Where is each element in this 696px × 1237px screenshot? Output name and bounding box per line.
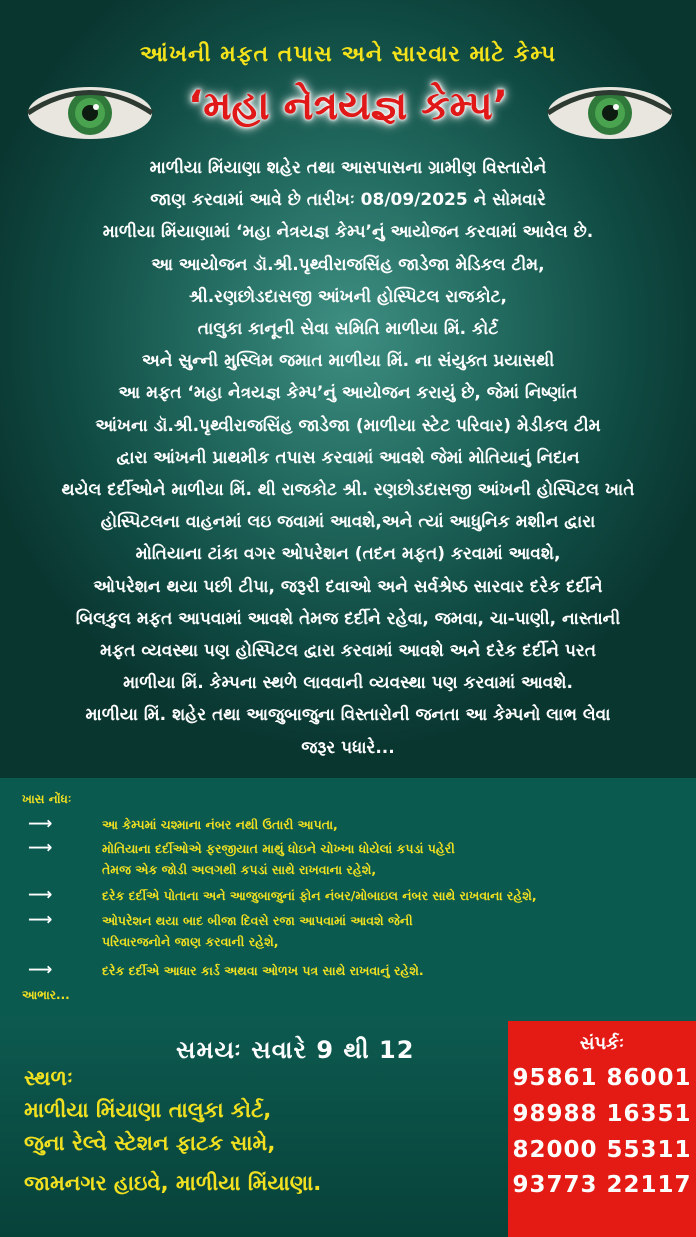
body-line: મોતિયાના ટાંકા વગર ઓપરેશન (તદન મફત) કરવામાં આવશે,	[135, 544, 561, 565]
body-line: આ આયોજન ડૉ.શ્રી.પૃથ્વીરાજસિંહ જાડેજા મેડિકલ ટીમ,	[151, 254, 545, 275]
eye-icon-right	[546, 82, 674, 144]
body-line: શ્રી.રણછોડદાસજી આંખની હોસ્પિટલ રાજકોટ,	[188, 286, 507, 307]
arrow-icon: ⟶	[28, 838, 53, 858]
body-line: તાલુકા કાનૂની સેવા સમિતિ માળીયા મિં. કોર્ટ	[197, 319, 499, 340]
venue-line: જામનગર હાઇવે, માળીયા મિંયાણા.	[24, 1171, 322, 1195]
body-line: બિલકુલ મફત આપવામાં આવશે તેમજ દર્દીને રહેવા, જમવા, ચા-પાણી, નાસ્તાની	[75, 608, 621, 629]
body-line: દ્વારા આંખની પ્રાથમીક તપાસ કરવામાં આવશે જેમાં મોતિયાનું નિદાન	[116, 447, 580, 468]
arrow-icon: ⟶	[28, 814, 53, 834]
note-item-continued: તેમજ એક જોડી અલગથી કપડાં સાથે રાખવાના રહેશે,	[102, 862, 377, 877]
arrow-icon: ⟶	[28, 960, 53, 980]
phone-number[interactable]: 93773 22117	[512, 1172, 692, 1198]
phone-number[interactable]: 98988 16351	[512, 1101, 692, 1127]
body-line: હોસ્પિટલના વાહનમાં લઇ જવામાં આવશે,અને ત્યાં આધુનિક મશીન દ્વારા	[100, 512, 596, 533]
thanks-text: આભાર...	[22, 988, 70, 1002]
note-item: ⟶ ઓપરેશન થયા બાદ બીજા દિવસે રજા આપવામાં આવશે જેની	[28, 910, 413, 930]
body-line: જાણ કરવામાં આવે છે તારીખઃ 08/09/2025 ને સોમવારે	[150, 190, 546, 211]
venue-line: જુના રેલ્વે સ્ટેશન ફાટક સામે,	[24, 1131, 276, 1155]
subtitle: આંખની મફત તપાસ અને સારવાર માટે કેમ્પ	[139, 42, 557, 67]
phone-number[interactable]: 95861 86001	[512, 1065, 692, 1091]
venue-label: સ્થળઃ	[24, 1066, 73, 1090]
note-item: ⟶ મોતિયાના દર્દીઓએ ફરજીયાત માથું ધોઇને ચોખ્ખા ધોયેલાં કપડાં પહેરી	[28, 838, 455, 858]
eye-icon-left	[26, 82, 154, 144]
body-line: આ મફત ‘મહા નેત્રયજ્ઞ કેમ્પ’નું આયોજન કરાયું છે, જેમાં નિષ્ણાંત	[118, 383, 578, 404]
page-title: ‘મહા નેત્રયજ્ઞ કેમ્પ’	[188, 83, 508, 129]
body-line: માળીયા મિંયાણામાં ‘મહા નેત્રયજ્ઞ કેમ્પ’નું આયોજન કરવામાં આવેલ છે.	[102, 222, 594, 243]
notes-heading: ખાસ નોંધઃ	[22, 792, 72, 806]
arrow-icon: ⟶	[28, 910, 53, 930]
venue-line: માળીયા મિંયાણા તાલુકા કોર્ટ,	[24, 1098, 272, 1122]
contact-panel	[508, 1021, 696, 1237]
body-line: જરૂર પધારે...	[301, 737, 395, 758]
note-item: ⟶ દરેક દર્દીએ પોતાના અને આજુબાજુનાં ફોન નંબર/મોબાઇલ નંબર સાથે રાખવાના રહેશે,	[28, 885, 537, 905]
note-item-continued: પરિવારજનોને જાણ કરવાની રહેશે,	[102, 934, 279, 949]
announcement-text	[14, 152, 682, 764]
arrow-icon: ⟶	[28, 885, 53, 905]
note-item: ⟶ આ કેમ્પમાં ચશ્માના નંબર નથી ઉતારી આપતા,	[28, 814, 338, 834]
body-line: માળીયા મિં. કેમ્પના સ્થળે લાવવાની વ્યવસ્થા પણ કરવામાં આવશે.	[123, 673, 573, 694]
body-line: માળીયા મિં. શહેર તથા આજુબાજુના વિસ્તારોની જનતા આ કેમ્પનો લાભ લેવા	[85, 705, 611, 726]
note-item: ⟶ દરેક દર્દીએ આધાર કાર્ડ અથવા ઓળખ પત્ર સાથે રાખવાનું રહેશે.	[28, 960, 424, 980]
contact-label: સંપર્કઃ	[579, 1033, 625, 1054]
body-line: આંખના ડૉ.શ્રી.પૃથ્વીરાજસિંહ જાડેજા (માળીયા સ્ટેટ પરિવાર) મેડીકલ ટીમ	[95, 415, 601, 436]
body-line: થયેલ દર્દીઓને માળીયા મિં. થી રાજકોટ શ્રી. રણછોડદાસજી આંખની હોસ્પિટલ ખાતે	[61, 480, 635, 501]
body-line: મફત વ્યવસ્થા પણ હોસ્પિટલ દ્વારા કરવામાં આવશે અને દરેક દર્દીને પરત	[100, 641, 596, 662]
body-line: માળીયા મિંયાણા શહેર તથા આસપાસના ગ્રામીણ વિસ્તારોને	[149, 158, 547, 178]
camp-time: સમયઃ સવારે 9 થી 12	[176, 1036, 415, 1064]
body-line: ઓપરેશન થયા પછી ટીપા, જરૂરી દવાઓ અને સર્વશ્રેષ્ઠ સારવાર દરેક દર્દીને	[93, 576, 603, 597]
special-notes	[0, 778, 696, 1016]
body-line: અને સુન્ની મુસ્લિમ જમાત માળીયા મિં. ના સંયુક્ત પ્રયાસથી	[141, 351, 555, 372]
phone-number[interactable]: 82000 55311	[512, 1137, 692, 1163]
